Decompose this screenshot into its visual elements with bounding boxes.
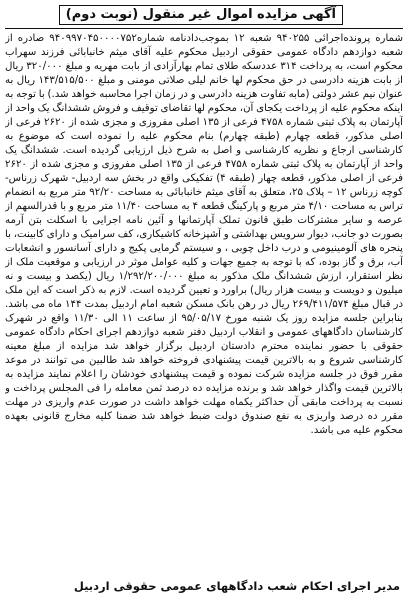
notice-header xyxy=(5,4,403,29)
notice-body: شماره پرونده‌اجرائی ۹۴۰۲۵۵ شعبه ۱۲ بموجب‌دادنامه شماره۹۴۰۹۹۷۰۴۵۰۰۰۰۷۵۲ صادره از شعبه دوازدهم دادگاه عمومی حقوقی اردبیل محکوم علیه آقای میثم خانبابائی فرزند سهراب محکوم است، به پرداخت ۳۱۴ عددسکه طلای تمام بهارآزادی از بابت مهریه و مبلغ ۳۲۰/۰۰۰ ریال از بابت هزینه دادرسی در حق محکوم لها خانم لیلی صلاتی مومنی و مبلغ ۱۴۳/۵۱۵/۵۰۰ ریال به عنوان نیم عشر دولتی (مابه تفاوت هزینه دادرسی و در زمان اجرا محاسبه خواهد شد.) با توجه به اینکه محکوم علیه از پرداخت یکجای آن، محکوم لها تقاضای توقیف و فروش ششدانگ یک واحد از آپارتمان به پلاک ثبتی شماره ۴۷۵۸ فرعی از ۱۳۵ اصلی مفروزی و مجزی شده از ۲۶۲۰ فرعی از اصلی مذکور، قطعه چهارم (طبقه چهارم) بنام محکوم علیه را نموده است که موضوع به کارشناسی ارجاع و نظریه کارشناسی و اصل به شرح ذیل ارزیابی گردیده است. ششدانگ یک واحد از آپارتمان به پلاک ثبتی شماره ۴۷۵۸ فرعی از ۱۳۵ اصلی مفروزی و مجزی شده از ۲۶۲۰ فرعی از اصلی مذکور، قطعه چهار (طبقه ۴) تفکیکی واقع در بخش سه اردبیل- شهرک زرناس- کوچه زرناس ۱۲ – پلاک ۲۵، متعلق به آقای میثم خانبابائی به مساحت ۹۲/۲۰ متر مربع به انضمام تراس به مساحت ۴/۱۰ متر مربع و پارکینگ قطعه ۴ به مساحت ۱۱/۴۰ متر مربع و با قدرالسهم از عرصه و سایر مشترکات طبق قانون تملک آپارتمانها و آئین نامه اجرایی با اسکلت بتن آرمه بصورت دو جانب، دیوار سرویس بهداشتی و آشپزخانه کاشیکاری، کف سرامیک و دارای کابینت، با پنجره های آلومینیومی و درب داخل چوبی ، و سیستم گرمایی پکیج و دارای آسانسور و انشعابات آب، برق و گاز بوده، که با توجه به جمیع جهات و کلیه عوامل موثر در ارزیابی و موقعیت ملک از نظر استقرار، ارزش ششدانگ ملک مذکور به مبلغ ۱/۲۹۲/۲۰۰/۰۰۰ ریال (یکصد و بیست و نه میلیون و دویست و بیست هزار ریال) براورد و تعیین گردیده است. لازم به ذکر است که این ملک در قبال مبلغ ۲۶۹/۴۱۱/۵۷۴ ریال در رهن بانک مسکن شعبه امام اردبیل بمدت ۱۴۴ ماه می باشد. بنابراین جلسه مزایده روز یک شنبه مورخ ۹۵/۰۵/۱۷ از ساعت ۱۱ الی ۱۱/۳۰ واقع در شهرک کارشناسان دادگاههای عمومی و انقلاب اردبیل دفتر شعبه دوازدهم اجرای احکام دادگاه عمومی حقوقی با حضور نماینده محترم دادستان اردبیل برگزار خواهد شد مزایده از مبلغ معینه کارشناسی شروع و به بالاترین قیمت پیشنهادی فروخته خواهد شد طالبین می توانند در موعد مقرر فوق در جلسه مزایده شرکت نموده و قیمت پیشنهادی خودشان را اعلام نمایند مزایده به بالاترین قیمت واگذار خواهد شد و برنده مزایده ده درصد ثمن معامله را فی المجلس پرداخت و نسبت به پرداخت مابقی آن حداکثر یکماه مهلت خواهد داشت در صورت عدم واریزی در مهلت مقرر ده درصد واریزی به نفع صندوق دولت ضبط خواهد شد ضمنا کلیه مخارج قانونی بعهده محکوم علیه می باشد. xyxy=(5,33,403,436)
notice-title: آگهی مزایده اموال غیر منقول (نوبت دوم) xyxy=(59,5,343,25)
notice-signature: مدیر اجرای احکام شعب دادگاههای عمومی حقوقی اردبیل xyxy=(73,579,400,593)
